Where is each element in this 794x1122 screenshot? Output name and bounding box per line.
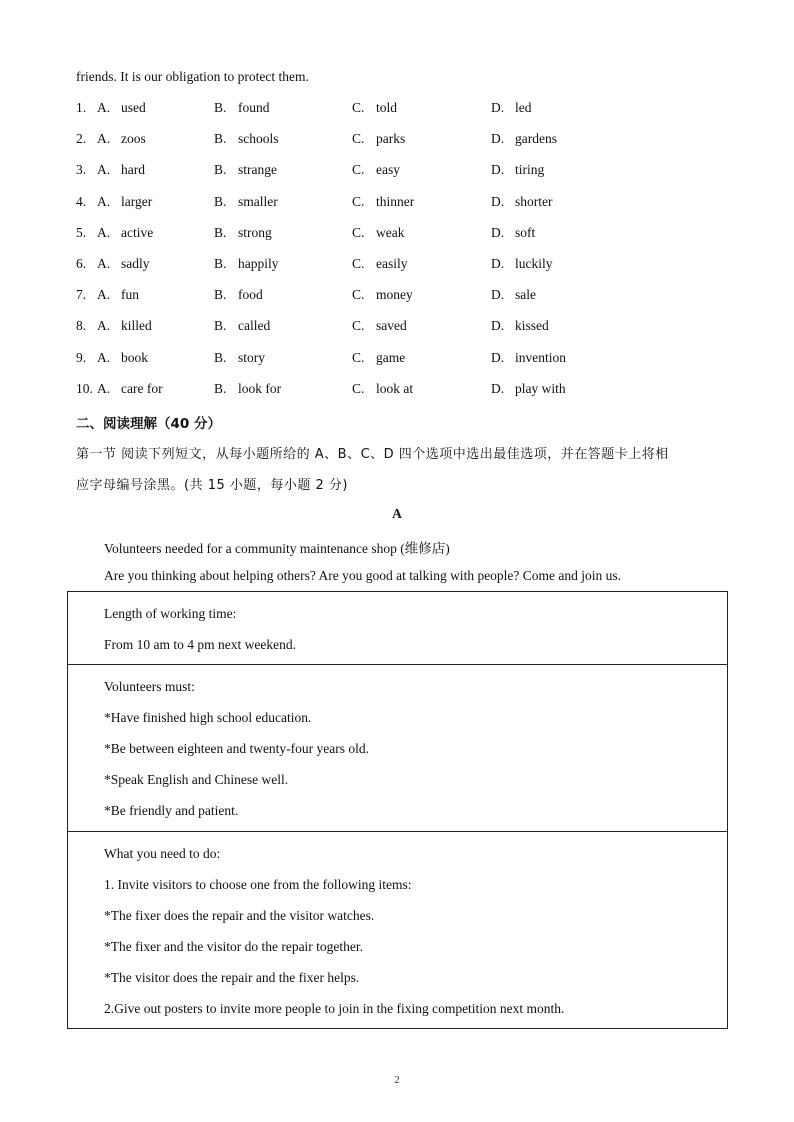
option-text-c: thinner bbox=[376, 193, 415, 209]
passage-intro: Are you thinking about helping others? Are you good at talking with people? Come and join us. bbox=[104, 568, 622, 583]
requirement-item: *Be friendly and patient. bbox=[104, 803, 239, 818]
option-label-c: C. bbox=[352, 193, 365, 209]
option-text-a: fun bbox=[121, 287, 139, 303]
option-row bbox=[76, 256, 726, 276]
question-number: 6. bbox=[76, 256, 87, 271]
question-number: 9. bbox=[76, 349, 87, 365]
question-number: 4. bbox=[76, 193, 87, 209]
option-text-b: schools bbox=[238, 131, 279, 147]
option-row bbox=[76, 381, 726, 401]
option-text-b: found bbox=[238, 100, 270, 115]
option-label-a: A. bbox=[97, 162, 111, 178]
option-text-d: play with bbox=[515, 380, 566, 396]
tasks-title: What you need to do: bbox=[104, 846, 221, 861]
question-number: 7. bbox=[76, 287, 87, 303]
option-text-d: sale bbox=[515, 287, 536, 303]
task-item: 2.Give out posters to invite more people to join in the fixing competition next month. bbox=[104, 1001, 565, 1016]
option-label-d: D. bbox=[491, 318, 505, 334]
option-text-a: sadly bbox=[121, 256, 150, 271]
option-row bbox=[76, 100, 726, 120]
requirements-section bbox=[68, 665, 727, 832]
task-item: *The fixer does the repair and the visitor watches. bbox=[104, 908, 375, 923]
question-number: 2. bbox=[76, 131, 87, 147]
option-text-c: easy bbox=[376, 162, 400, 178]
passage-label: A bbox=[392, 506, 402, 521]
option-label-c: C. bbox=[352, 349, 365, 365]
option-row bbox=[76, 287, 726, 307]
option-text-d: shorter bbox=[515, 193, 553, 209]
option-label-a: A. bbox=[97, 287, 111, 303]
option-text-a: zoos bbox=[121, 131, 146, 147]
requirement-item: *Speak English and Chinese well. bbox=[104, 772, 289, 787]
option-label-d: D. bbox=[491, 162, 505, 178]
question-number: 1. bbox=[76, 100, 87, 115]
option-label-b: B. bbox=[214, 287, 227, 303]
option-text-b: strong bbox=[238, 224, 272, 240]
option-text-c: easily bbox=[376, 256, 408, 271]
question-number: 3. bbox=[76, 162, 87, 178]
working-time-section bbox=[68, 592, 727, 665]
option-text-d: luckily bbox=[515, 256, 553, 271]
option-text-c: game bbox=[376, 349, 406, 365]
task-item: *The visitor does the repair and the fixer helps. bbox=[104, 970, 360, 985]
option-text-a: used bbox=[121, 100, 146, 115]
option-label-a: A. bbox=[97, 380, 111, 396]
option-label-d: D. bbox=[491, 380, 505, 396]
option-text-c: money bbox=[376, 287, 413, 303]
option-row bbox=[76, 350, 726, 370]
task-item: *The fixer and the visitor do the repair together. bbox=[104, 939, 364, 954]
option-label-a: A. bbox=[97, 193, 111, 209]
question-number: 10. bbox=[76, 380, 93, 396]
option-text-b: called bbox=[238, 318, 271, 334]
page-number: 2 bbox=[394, 1074, 400, 1086]
section-title: 二、阅读理解（40 分） bbox=[76, 416, 221, 432]
tasks-section bbox=[68, 832, 727, 1028]
option-row bbox=[76, 318, 726, 338]
option-label-d: D. bbox=[491, 193, 505, 209]
question-number: 8. bbox=[76, 318, 87, 334]
option-label-d: D. bbox=[491, 256, 505, 271]
option-label-c: C. bbox=[352, 380, 365, 396]
option-text-d: led bbox=[515, 100, 532, 115]
info-box bbox=[67, 591, 728, 1029]
option-text-b: smaller bbox=[238, 193, 278, 209]
option-label-c: C. bbox=[352, 256, 365, 271]
option-label-b: B. bbox=[214, 224, 227, 240]
option-text-c: parks bbox=[376, 131, 406, 147]
instructions-line-2: 应字母编号涂黑。(共 15 小题，每小题 2 分) bbox=[76, 478, 348, 493]
option-text-b: happily bbox=[238, 256, 279, 271]
working-time-title: Length of working time: bbox=[104, 606, 237, 621]
option-label-c: C. bbox=[352, 162, 365, 178]
option-label-a: A. bbox=[97, 318, 111, 334]
option-label-b: B. bbox=[214, 162, 227, 178]
question-number: 5. bbox=[76, 224, 87, 240]
instructions-line-1: 第一节 阅读下列短文，从每小题所给的 A、B、C、D 四个选项中选出最佳选项，并在答题卡上将相 bbox=[76, 447, 669, 462]
requirement-item: *Have finished high school education. bbox=[104, 710, 312, 725]
option-label-d: D. bbox=[491, 287, 505, 303]
option-text-a: hard bbox=[121, 162, 145, 178]
requirement-item: *Be between eighteen and twenty-four years old. bbox=[104, 741, 370, 756]
option-row bbox=[76, 225, 726, 245]
option-row bbox=[76, 162, 726, 182]
option-text-d: soft bbox=[515, 224, 536, 240]
working-time-value: From 10 am to 4 pm next weekend. bbox=[104, 637, 296, 652]
option-text-b: food bbox=[238, 287, 263, 303]
option-label-c: C. bbox=[352, 318, 365, 334]
option-label-b: B. bbox=[214, 349, 227, 365]
option-label-d: D. bbox=[491, 131, 505, 147]
option-text-d: kissed bbox=[515, 318, 549, 334]
intro-line: friends. It is our obligation to protect them. bbox=[76, 69, 309, 84]
option-label-c: C. bbox=[352, 100, 365, 115]
option-label-a: A. bbox=[97, 131, 111, 147]
option-label-b: B. bbox=[214, 318, 227, 334]
option-label-a: A. bbox=[97, 100, 111, 115]
option-label-c: C. bbox=[352, 287, 365, 303]
option-label-b: B. bbox=[214, 100, 227, 115]
option-label-d: D. bbox=[491, 100, 505, 115]
task-item: 1. Invite visitors to choose one from the following items: bbox=[104, 877, 412, 892]
passage-heading: Volunteers needed for a community maintenance shop (维修店) bbox=[104, 541, 450, 556]
option-label-b: B. bbox=[214, 131, 227, 147]
option-text-a: active bbox=[121, 224, 154, 240]
option-text-b: strange bbox=[238, 162, 277, 178]
option-text-a: care for bbox=[121, 380, 163, 396]
option-label-a: A. bbox=[97, 224, 111, 240]
option-label-d: D. bbox=[491, 349, 505, 365]
option-row bbox=[76, 194, 726, 214]
option-label-c: C. bbox=[352, 224, 365, 240]
option-text-c: saved bbox=[376, 318, 407, 334]
option-text-c: told bbox=[376, 100, 398, 115]
option-text-c: look at bbox=[376, 380, 414, 396]
option-label-b: B. bbox=[214, 193, 227, 209]
option-label-c: C. bbox=[352, 131, 365, 147]
option-text-a: killed bbox=[121, 318, 152, 334]
option-text-a: book bbox=[121, 349, 148, 365]
option-label-b: B. bbox=[214, 256, 227, 271]
requirements-title: Volunteers must: bbox=[104, 679, 195, 694]
option-label-d: D. bbox=[491, 224, 505, 240]
option-text-d: gardens bbox=[515, 131, 557, 147]
option-text-b: story bbox=[238, 349, 265, 365]
option-label-a: A. bbox=[97, 349, 111, 365]
option-text-a: larger bbox=[121, 193, 153, 209]
option-text-c: weak bbox=[376, 224, 405, 240]
option-text-d: invention bbox=[515, 349, 566, 365]
option-text-d: tiring bbox=[515, 162, 545, 178]
option-label-a: A. bbox=[97, 256, 111, 271]
option-label-b: B. bbox=[214, 380, 227, 396]
option-text-b: look for bbox=[238, 380, 282, 396]
option-row bbox=[76, 131, 726, 151]
